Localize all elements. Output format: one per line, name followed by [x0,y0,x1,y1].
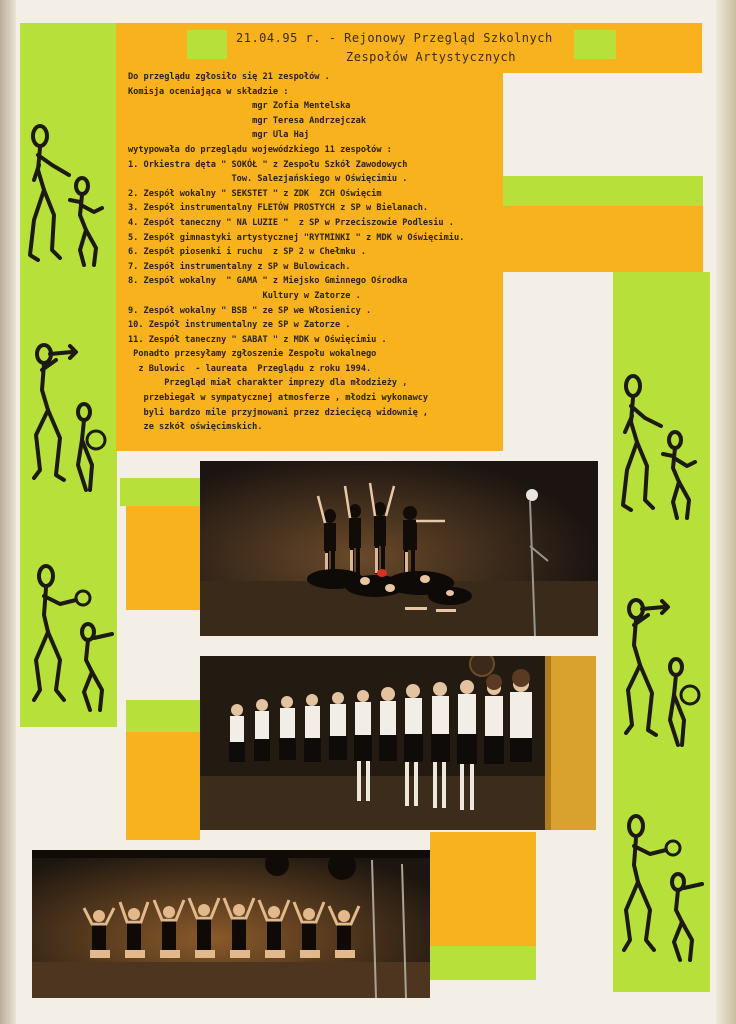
report-line: 3. Zespół instrumentalny FLETÓW PROSTYCH z SP w Bielanach. [128,203,429,214]
report-line: 10. Zespół instrumentalny ze SP w Zatorze . [128,320,351,331]
report-line: 7. Zespół instrumentalny z SP w Bulowicach. [128,261,351,272]
cymbal-player-trumpet-child-icon [618,810,708,970]
trumpet-player-drummer-icon [26,340,116,500]
report-line: 9. Zespół wokalny " BSB " ze SP we Włosienicy . [128,305,372,316]
report-line: mgr Teresa Andrzejczak [128,115,366,126]
report-line: Do przeglądu zgłosiło się 21 zespołów . [128,72,330,82]
photo1-orange-tab [126,506,200,610]
report-line: przebiegał w sympatycznej atmosferze , młodzi wykonawcy [128,393,429,404]
report-line: Przegląd miał charakter imprezy dla młodzieży , [128,378,408,389]
photo2-orange-tab [126,732,200,840]
report-line: z Bulowic - laureata Przeglądu z roku 1994. [128,363,372,374]
report-line: 8. Zespół wokalny " GAMA " z Miejsko Gminnego Ośrodka [128,276,408,287]
right-green-tab [503,176,703,206]
report-line: 6. Zespół piosenki i ruchu z SP 2 w Chełmku . [128,247,366,258]
dance-group-photo [200,461,598,636]
report-line: Tow. Salezjańskiego w Oświęcimiu . [128,174,408,185]
musician-with-child-icon [24,120,114,280]
report-line: 2. Zespół wokalny " SEKSTET " z ZDK ZCH Oświęcim [128,188,382,199]
report-line: Kultury w Zatorze . [128,290,361,301]
header-title-line1: 21.04.95 r. - Rejonowy Przegląd Szkolnych [236,31,553,45]
header-title-line2: Zespołów Artystycznych [346,50,516,64]
report-line: 4. Zespół taneczny " NA LUZIE " z SP w Przeciszowie Podlesiu . [128,217,454,228]
report-line: 11. Zespół taneczny " SABAT " z MDK w Oświęcimiu . [128,334,387,345]
report-line: mgr Ula Haj [128,130,310,141]
title-green-square-right [574,30,616,59]
report-line: byli bardzo mile przyjmowani przez dziecięcą widownię , [128,407,429,418]
photo1-green-tab [120,478,200,506]
gymnastics-group-photo [32,850,430,998]
photo2-green-tab [126,700,200,732]
choir-photo [200,656,596,830]
report-line: wytypowała do przeglądu wojewódzkiego 11 zespołów : [128,144,392,155]
bottom-green-block [430,946,536,980]
report-line: mgr Zofia Mentelska [128,101,351,112]
report-line: 5. Zespół gimnastyki artystycznej "RYTMINKI " z MDK w Oświęcimiu. [128,232,465,243]
report-line: ze szkół oświęcimskich. [128,422,263,433]
binding-spine [0,0,16,1024]
right-orange-tab [503,206,703,272]
report-line: Komisja oceniająca w składzie : [128,86,289,97]
report-line: Ponadto przesyłamy zgłoszenie Zespołu wokalnego [128,349,377,360]
bottom-orange-block [430,832,536,946]
musician-with-child-icon [615,370,705,530]
report-line: 1. Orkiestra dęta " SOKÓŁ " z Zespołu Szkół Zawodowych [128,159,408,170]
trumpet-player-drummer-icon [618,595,708,755]
page-edge [716,0,736,1024]
title-green-square-left [187,30,227,59]
report-text [128,70,500,435]
cymbal-player-trumpet-child-icon [28,560,118,720]
